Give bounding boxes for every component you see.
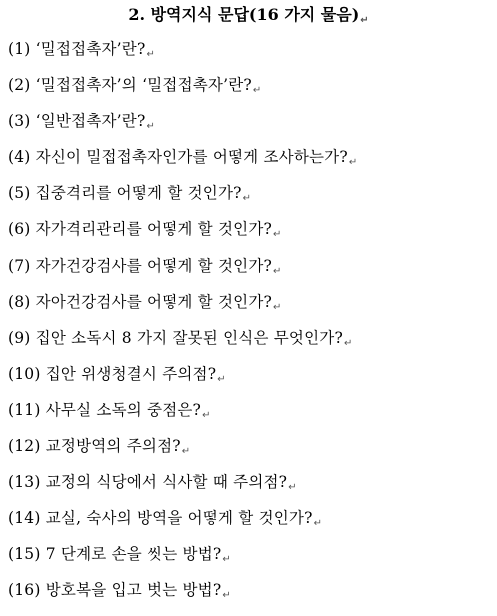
question-item [8, 180, 357, 216]
paragraph-mark-icon: ↵ [202, 409, 211, 421]
paragraph-mark-icon: ↵ [146, 49, 156, 60]
question-item [8, 397, 357, 433]
question-item [8, 361, 357, 397]
question-text: (14) 교실, 숙사의 방역을 어떻게 할 것인가? [8, 509, 313, 528]
paragraph-mark-icon: ↵ [181, 446, 191, 458]
question-item [8, 108, 357, 144]
paragraph-mark-icon: ↵ [360, 15, 369, 26]
question-item [8, 216, 357, 252]
paragraph-mark-icon: ↵ [348, 157, 358, 169]
question-text: (2) ‘밀접접촉자’의 ‘밀접접촉자’란? [8, 76, 252, 95]
question-item [8, 72, 357, 108]
question-text: (12) 교정방역의 주의점? [8, 437, 181, 456]
question-item [8, 325, 357, 361]
question-item [8, 289, 357, 325]
question-item [8, 36, 357, 72]
paragraph-mark-icon: ↵ [222, 554, 231, 566]
document-title-line [0, 3, 497, 33]
paragraph-mark-icon: ↵ [288, 482, 297, 494]
question-item [8, 144, 357, 180]
question-text: (13) 교정의 식당에서 식사할 때 주의점? [8, 473, 288, 492]
question-item [8, 253, 357, 289]
paragraph-mark-icon: ↵ [273, 229, 282, 241]
question-text: (11) 사무실 소독의 중점은? [8, 400, 202, 419]
question-text: (9) 집안 소독시 8 가지 잘못된 인식은 무엇인가? [8, 328, 343, 347]
question-text: (5) 집중격리를 어떻게 할 것인가? [8, 184, 242, 203]
question-text: (10) 집안 위생청결시 주의점? [8, 364, 217, 383]
question-list [8, 36, 357, 614]
question-item [8, 433, 357, 469]
question-item [8, 541, 357, 577]
paragraph-mark-icon: ↵ [222, 590, 231, 602]
paragraph-mark-icon: ↵ [146, 121, 156, 133]
paragraph-mark-icon: ↵ [343, 337, 353, 349]
question-text: (4) 자신이 밀접접촉자인가를 어떻게 조사하는가? [8, 148, 348, 167]
question-text: (7) 자가건강검사를 어떻게 할 것인가? [8, 256, 272, 275]
paragraph-mark-icon: ↵ [217, 373, 226, 385]
question-item [8, 505, 357, 541]
question-item [8, 577, 357, 613]
question-text: (1) ‘밀접접촉자’란? [8, 40, 146, 58]
question-item [8, 469, 357, 505]
question-text: (6) 자가격리관리를 어떻게 할 것인가? [8, 220, 272, 239]
document-title: 2. 방역지식 문답(16 가지 물음) [128, 5, 360, 24]
question-text: (16) 방호복을 입고 벗는 방법? [8, 581, 222, 600]
paragraph-mark-icon: ↵ [273, 265, 282, 277]
paragraph-mark-icon: ↵ [313, 518, 323, 530]
paragraph-mark-icon: ↵ [273, 301, 282, 313]
paragraph-mark-icon: ↵ [252, 85, 262, 97]
question-text: (3) ‘일반접촉자’란? [8, 112, 146, 131]
question-text: (15) 7 단계로 손을 씻는 방법? [8, 545, 222, 564]
paragraph-mark-icon: ↵ [242, 193, 252, 205]
question-text: (8) 자아건강검사를 어떻게 할 것인가? [8, 292, 272, 311]
